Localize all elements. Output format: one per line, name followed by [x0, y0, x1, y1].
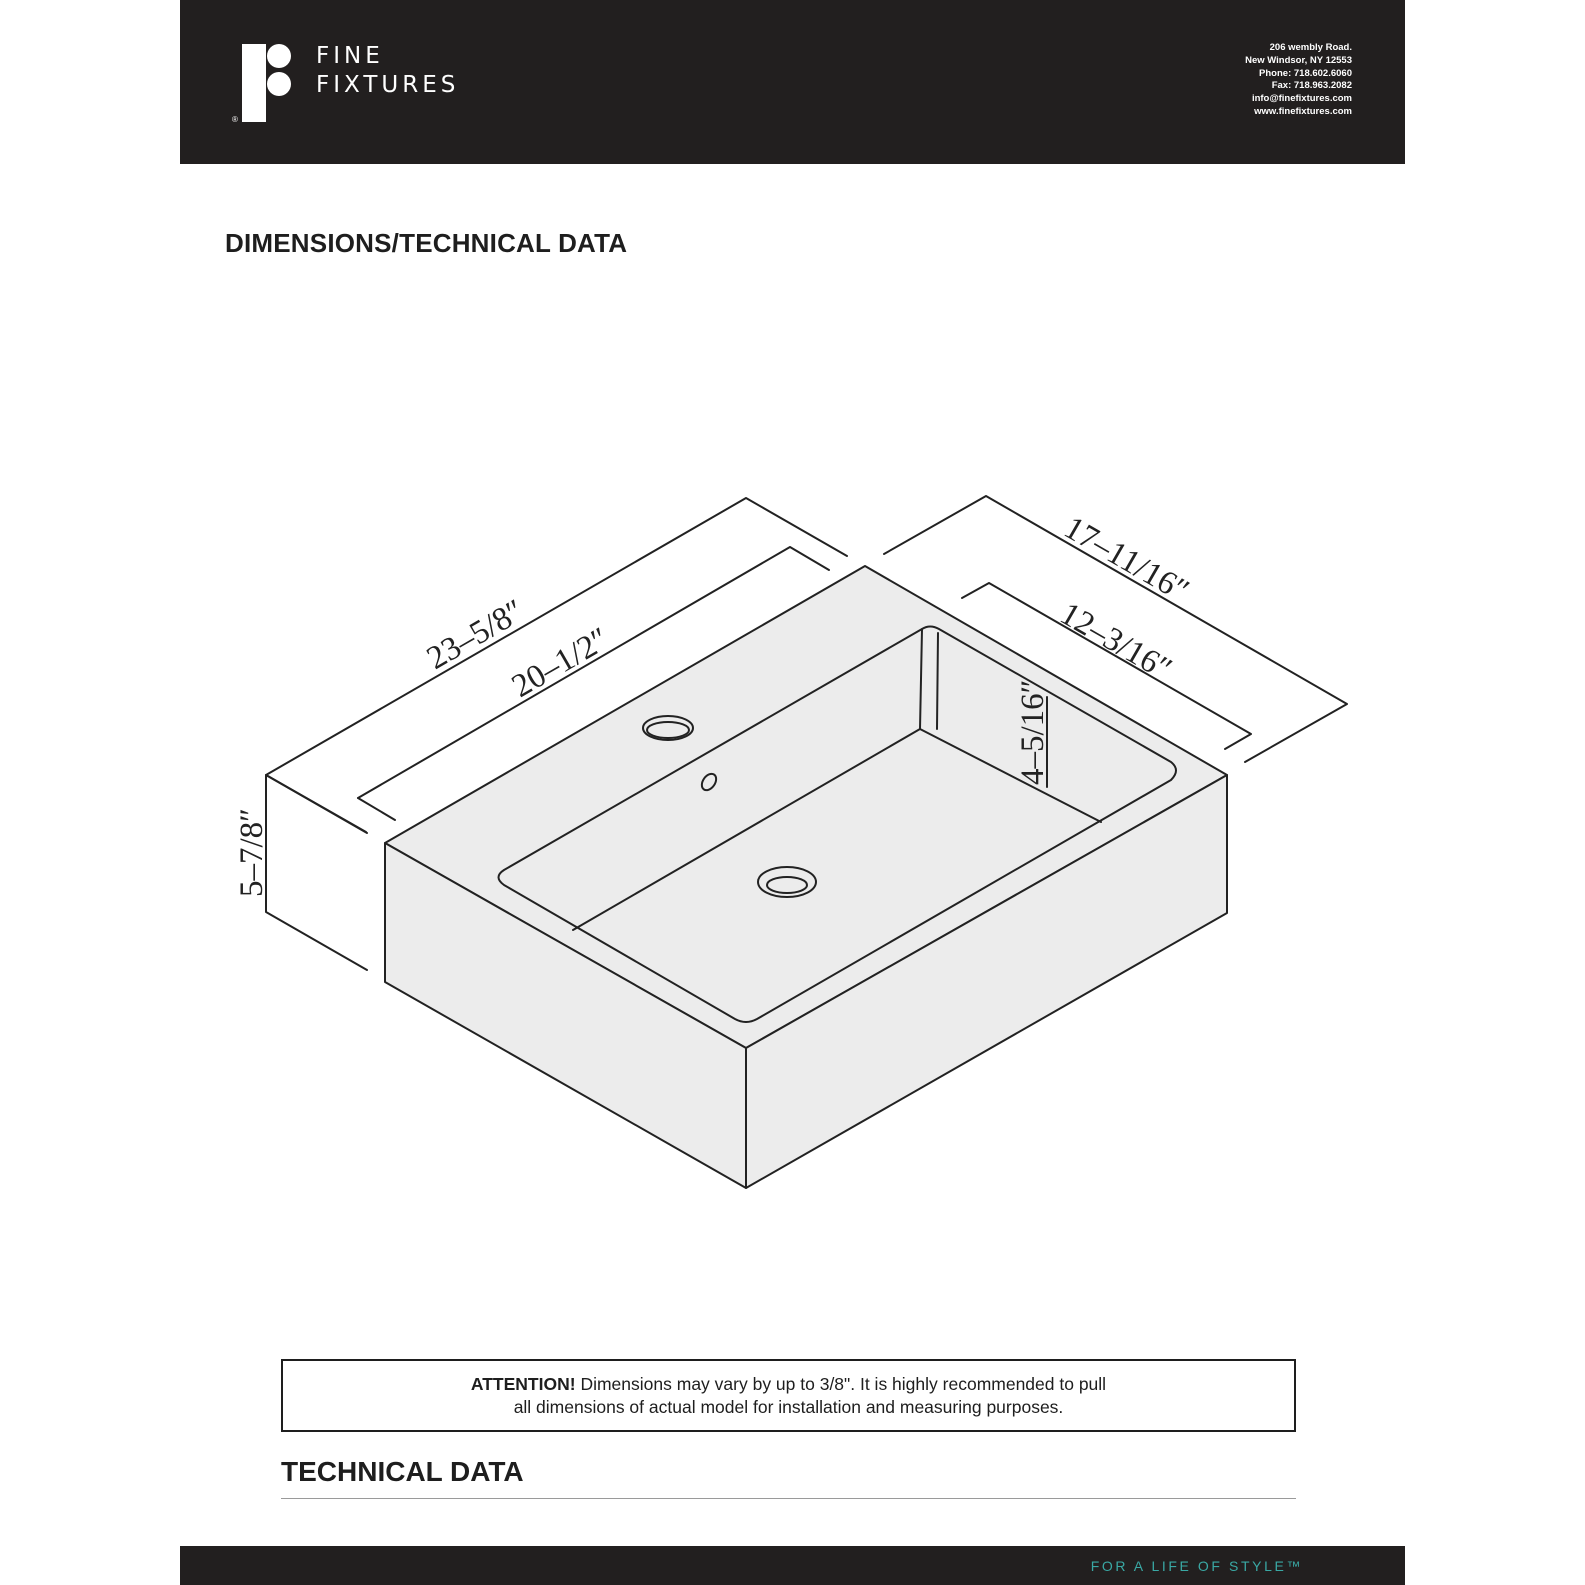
label-basin-height: 4–5/16″ — [1015, 679, 1051, 785]
dim-ext-basin-length — [358, 798, 395, 820]
label-overall-length: 23–5/8″ — [421, 593, 531, 677]
contact-address-2: New Windsor, NY 12553 — [1245, 54, 1352, 66]
basin-side-wall-edge — [937, 633, 938, 729]
label-overall-depth: 17–11/16″ — [1058, 509, 1195, 610]
attention-label: ATTENTION! — [470, 1373, 576, 1394]
label-basin-depth: 12–3/16″ — [1054, 595, 1178, 688]
brand-line-1: FINE — [316, 43, 384, 69]
label-basin-length: 20–1/2″ — [506, 621, 616, 705]
attention-notice — [281, 1359, 1296, 1432]
contact-email[interactable]: info@finefixtures.com — [1251, 93, 1352, 105]
attention-line-1 — [471, 1373, 1106, 1396]
contact-phone: Phone: 718.602.6060 — [1259, 67, 1352, 79]
footer-tagline: FOR A LIFE OF STYLE™ — [1090, 1558, 1303, 1574]
label-height: 5–7/8″ — [234, 808, 270, 897]
page-title: DIMENSIONS/TECHNICAL DATA — [225, 228, 628, 258]
registered-mark: ® — [232, 115, 238, 122]
brand-line-2: FIXTURES — [316, 72, 460, 98]
contact-website[interactable]: www.finefixtures.com — [1254, 105, 1352, 117]
dim-line-height — [266, 775, 367, 970]
attention-line-2: all dimensions of actual model for installation and measuring purposes. — [513, 1396, 1064, 1417]
attention-text-1: Dimensions may vary by up to 3/8". It is highly recommended to pull — [580, 1373, 1107, 1394]
contact-fax: Fax: 718.963.2082 — [1271, 80, 1352, 92]
contact-address-1: 206 wembly Road. — [1269, 42, 1352, 53]
technical-data-divider — [281, 1498, 1296, 1499]
footer-bar — [180, 1546, 1405, 1585]
technical-data-title: TECHNICAL DATA — [281, 1456, 524, 1487]
